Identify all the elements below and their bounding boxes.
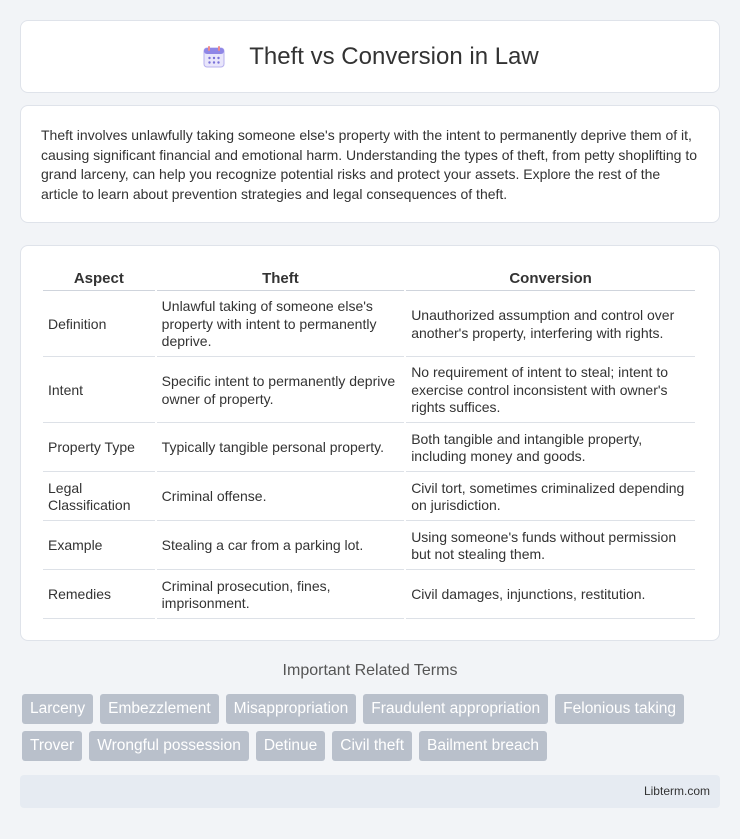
tag-wrongful-possession[interactable]: Wrongful possession [89,731,249,761]
table-row [43,293,695,357]
related-terms-title: Important Related Terms [282,662,458,679]
cell-theft: Unlawful taking of someone else's property with intent to permanently deprive. [157,293,405,357]
tag-civil-theft[interactable]: Civil theft [332,731,412,761]
cell-theft: Criminal prosecution, fines, imprisonment. [157,572,405,619]
tag-detinue[interactable]: Detinue [256,731,325,761]
cell-aspect: Example [43,523,155,570]
header-card [20,20,720,93]
header-aspect: Aspect [43,268,155,291]
table-row [43,572,695,619]
cell-conversion: Using someone's funds without permission but not stealing them. [406,523,695,570]
related-terms-list [22,694,722,761]
tag-embezzlement[interactable]: Embezzlement [100,694,219,724]
cell-aspect: Property Type [43,425,155,472]
cell-conversion: Unauthorized assumption and control over another's property, interfering with rights. [406,293,695,357]
footer [20,775,720,808]
tag-bailment-breach[interactable]: Bailment breach [419,731,547,761]
cell-theft: Stealing a car from a parking lot. [157,523,405,570]
calendar-icon [201,44,227,70]
table-row [43,523,695,570]
cell-aspect: Remedies [43,572,155,619]
cell-theft: Specific intent to permanently deprive owner of property. [157,359,405,423]
cell-conversion: Civil tort, sometimes criminalized depending on jurisdiction. [406,474,695,521]
tag-trover[interactable]: Trover [22,731,82,761]
table-header-row [43,268,695,291]
comparison-card [20,245,720,641]
cell-theft: Criminal offense. [157,474,405,521]
tag-fraudulent-appropriation[interactable]: Fraudulent appropriation [363,694,548,724]
header-conversion: Conversion [406,268,695,291]
cell-theft: Typically tangible personal property. [157,425,405,472]
page-title: Theft vs Conversion in Law [249,42,539,70]
header-theft: Theft [157,268,405,291]
intro-card [20,105,720,223]
footer-site-link[interactable]: Libterm.com [643,784,710,798]
comparison-table [41,266,697,621]
cell-aspect: Definition [43,293,155,357]
tag-misappropriation[interactable]: Misappropriation [226,694,357,724]
cell-conversion: Both tangible and intangible property, including money and goods. [406,425,695,472]
tag-felonious-taking[interactable]: Felonious taking [555,694,684,724]
tag-larceny[interactable]: Larceny [22,694,93,724]
intro-text: Theft involves unlawfully taking someone else's property with the intent to permanently deprive them of it, causing significant financial and emotional harm. Understanding the types of theft, from petty shoplifting to grand larceny, can help you recognize potential risks and protect your assets. Explore the rest of the article to learn about prevention strategies and legal consequences of theft. [41,127,698,202]
cell-aspect: Legal Classification [43,474,155,521]
cell-conversion: No requirement of intent to steal; intent to exercise control inconsistent with owner's rights suffices. [406,359,695,423]
table-row [43,425,695,472]
table-row [43,359,695,423]
cell-aspect: Intent [43,359,155,423]
cell-conversion: Civil damages, injunctions, restitution. [406,572,695,619]
table-row [43,474,695,521]
